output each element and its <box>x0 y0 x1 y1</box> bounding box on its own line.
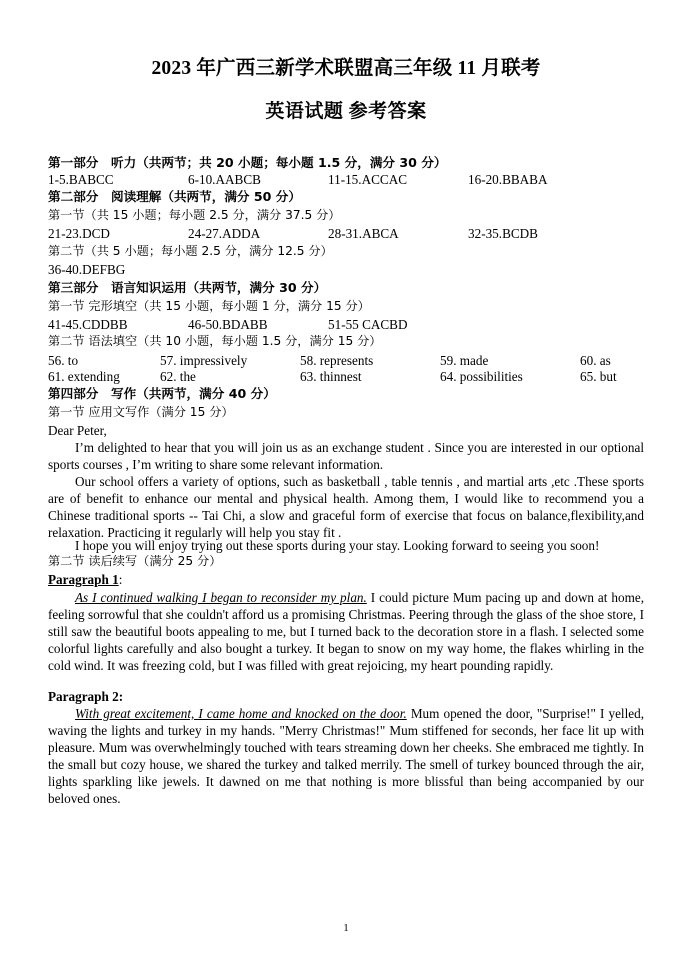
part4-section1: 第一节 应用文写作（满分 15 分） <box>48 405 234 419</box>
paragraph2-lead-sentence: With great excitement, I came home and knocked on the door. <box>75 706 407 721</box>
answer-21-23: 21-23.DCD <box>48 226 110 241</box>
page-subtitle: 英语试题 参考答案 <box>265 101 427 122</box>
answer-11-15: 11-15.ACCAC <box>328 172 408 187</box>
part3-section1: 第一节 完形填空（共 15 小题，每小题 1 分，满分 15 分） <box>48 299 370 313</box>
answer-61: 61. extending <box>48 369 120 384</box>
paragraph1-lead-sentence: As I continued walking I began to reconsider my plan. <box>75 590 367 605</box>
part4-heading: 第四部分 写作（共两节，满分 40 分） <box>48 386 276 401</box>
answer-24-27: 24-27.ADDA <box>188 226 261 241</box>
answer-62: 62. the <box>160 369 196 384</box>
paragraph1-label <box>48 571 122 588</box>
letter-paragraph-3: I hope you will enjoy trying out these sports during your stay. Looking forward to seeing you soon! <box>75 538 600 553</box>
part3-section2: 第二节 语法填空（共 10 小题，每小题 1.5 分，满分 15 分） <box>48 334 382 348</box>
answer-64: 64. possibilities <box>440 369 523 384</box>
answer-6-10: 6-10.AABCB <box>188 172 261 187</box>
answer-36-40: 36-40.DEFBG <box>48 262 126 277</box>
part4-section2: 第二节 读后续写（满分 25 分） <box>48 554 222 568</box>
answer-41-45: 41-45.CDDBB <box>48 317 128 332</box>
continuation-paragraph-1 <box>48 589 644 674</box>
page-number: 1 <box>343 922 349 934</box>
part2-heading: 第二部分 阅读理解（共两节，满分 50 分） <box>48 189 301 204</box>
paragraph2-label: Paragraph 2: <box>48 689 124 704</box>
paragraph1-label-colon: : <box>118 572 123 587</box>
continuation-paragraph-2 <box>48 705 644 807</box>
part2-section2: 第二节（共 5 小题；每小题 2.5 分，满分 12.5 分） <box>48 244 333 258</box>
answer-1-5: 1-5.BABCC <box>48 172 114 187</box>
answer-46-50: 46-50.BDABB <box>188 317 268 332</box>
answer-28-31: 28-31.ABCA <box>328 226 399 241</box>
answer-65: 65. but <box>580 369 617 384</box>
letter-paragraph-1: I’m delighted to hear that you will join us as an exchange student . Since you are interested in our optional sports courses , I’m writing to share some relevant information. <box>48 440 644 472</box>
part2-section1: 第一节（共 15 小题；每小题 2.5 分，满分 37.5 分） <box>48 208 341 222</box>
paragraph1-label-text: Paragraph 1 <box>48 572 119 587</box>
answer-57: 57. impressively <box>160 353 248 368</box>
page-title: 2023 年广西三新学术联盟高三年级 11 月联考 <box>151 58 541 79</box>
answer-16-20: 16-20.BBABA <box>468 172 548 187</box>
answer-63: 63. thinnest <box>300 369 362 384</box>
paragraph1-body: I could picture Mum pacing up and down at home, feeling sorrowful that she couldn't afford us a promising Christmas. Peering through the glass of the shoe store, I still saw the beautiful boots appealing to me, but I turned back to the decoration store in a flash. I selected some colorful lights carefully and also bought a turkey. It began to snow on my way home, the flakes whirling in the cold wind. It was freezing cold, but I was filled with great rejoicing, my heart pounding rapidly. <box>48 590 644 673</box>
answer-51-55: 51-55 CACBD <box>328 317 408 332</box>
paragraph2-body: Mum opened the door, "Surprise!" I yelled, waving the lights and turkey in my hands. "Merry Christmas!" Mum stiffened for seconds, her face lit up with pleasure. Mum was overwhelmingly touched with tears streaming down her cheeks. She embraced me tightly. In the small but cozy house, we shared the turkey and talked merrily. The smell of turkey bounced through the air, lights sparkling like jewels. It dawned on me that nothing is more blissful than being accompanied by our beloved ones. <box>48 706 645 806</box>
answer-58: 58. represents <box>300 353 374 368</box>
part3-heading: 第三部分 语言知识运用（共两节，满分 30 分） <box>48 280 327 295</box>
answer-56: 56. to <box>48 353 79 368</box>
letter-greeting: Dear Peter, <box>48 423 107 438</box>
letter-paragraph-2: Our school offers a variety of options, such as basketball , table tennis , and martial arts ,etc .These sports are of benefit to enhance our mental and physical health. Among them, I would like to recommend you a Chinese traditional sports -- Tai Chi, a slow and graceful form of exercise that focus on balance,flexibility,and relaxation. Practicing it regularly will help you stay fit . <box>48 474 644 540</box>
part1-heading: 第一部分 听力（共两节；共 20 小题；每小题 1.5 分，满分 30 分） <box>48 155 447 170</box>
answer-60: 60. as <box>580 353 611 368</box>
answer-32-35: 32-35.BCDB <box>468 226 538 241</box>
answer-59: 59. made <box>440 353 489 368</box>
